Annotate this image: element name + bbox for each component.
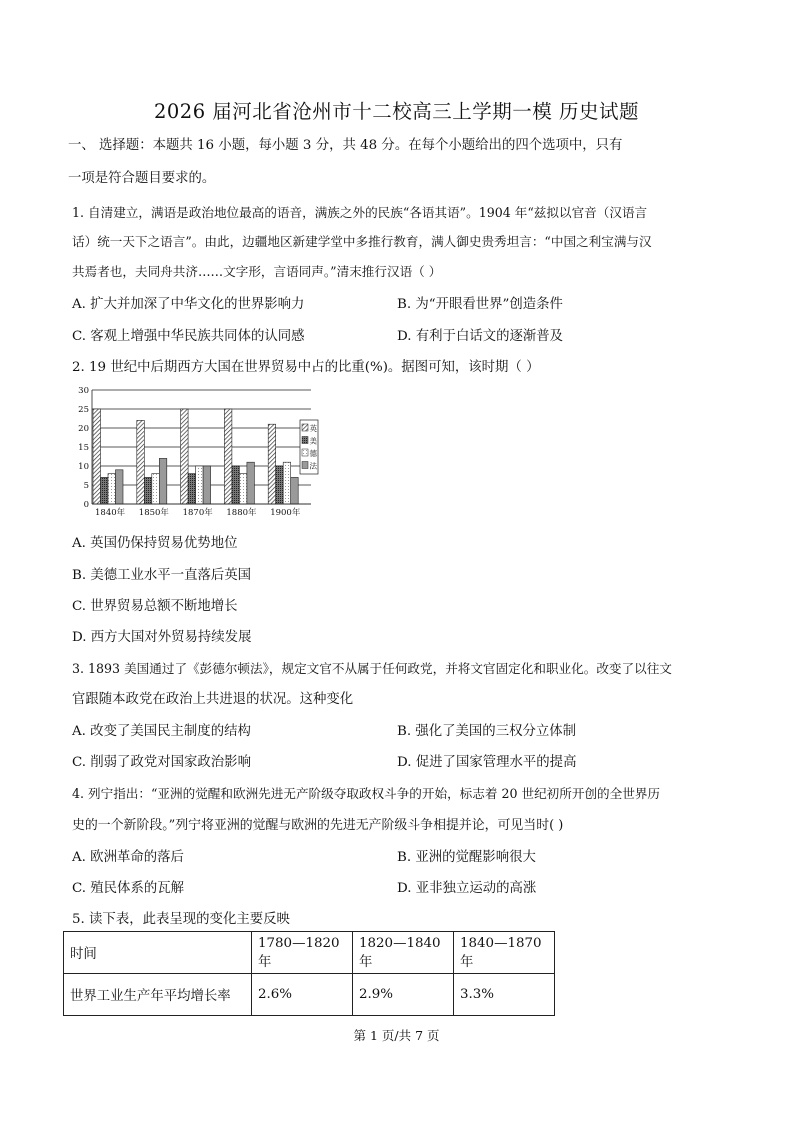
y-tick-label: 30 (78, 386, 89, 396)
bar-英 (137, 420, 145, 504)
chart-legend (300, 420, 318, 474)
legend-label: 法 (309, 461, 317, 471)
q1-stem-line3: 共焉者也，夫同舟共济……文字形，言语同声。”清末推行汉语（ ） (72, 264, 442, 279)
bar-英 (224, 409, 232, 504)
bar-德 (108, 474, 116, 504)
bar-美 (188, 474, 196, 504)
table-cell: 2.9% (353, 974, 454, 1016)
q3-option-a[interactable]: A. 改变了美国民主制度的结构 (72, 724, 251, 739)
table-row (64, 974, 555, 1016)
bar-英 (93, 409, 101, 504)
y-tick-label: 10 (78, 462, 89, 472)
q3-option-b[interactable]: B. 强化了美国的三权分立体制 (397, 724, 577, 739)
legend-swatch (302, 437, 308, 444)
q3-option-d[interactable]: D. 促进了国家管理水平的提高 (397, 755, 577, 770)
x-tick-label: 1870年 (182, 508, 213, 518)
q2-option-b[interactable]: B. 美德工业水平一直落后英国 (72, 568, 252, 583)
legend-label: 德 (309, 449, 317, 458)
q4-stem-line1: 4. 列宁指出：“亚洲的觉醒和欧洲先进无产阶级夺取政权斗争的开始，标志着 20 世纪初所开创的全世界历 (72, 786, 661, 801)
x-tick-label: 1850年 (138, 508, 169, 518)
legend-label: 英 (309, 424, 317, 433)
table-header-row (64, 932, 555, 974)
q2-option-d[interactable]: D. 西方大国对外贸易持续发展 (72, 630, 252, 645)
legend-swatch (302, 424, 308, 431)
q4-option-a[interactable]: A. 欧洲革命的落后 (72, 850, 184, 865)
q4-option-c[interactable]: C. 殖民体系的瓦解 (72, 881, 185, 896)
q4-option-d[interactable]: D. 亚非独立运动的高涨 (397, 881, 537, 896)
table-header-cell: 1780—1820 年 (252, 932, 353, 974)
q2-stem: 2. 19 世纪中后期西方大国在世界贸易中占的比重(%)。据图可知，该时期（ ） (72, 360, 540, 375)
x-tick-label: 1880年 (226, 508, 257, 518)
bar-美 (144, 477, 152, 504)
legend-swatch (302, 462, 308, 469)
y-tick-label: 15 (78, 443, 89, 453)
bar-美 (101, 477, 109, 504)
bar-法 (247, 462, 255, 504)
y-tick-label: 5 (83, 481, 89, 491)
bar-英 (268, 424, 276, 504)
q1-option-c[interactable]: C. 客观上增强中华民族共同体的认同感 (72, 329, 305, 344)
q1-option-a[interactable]: A. 扩大并加深了中华文化的世界影响力 (72, 297, 305, 312)
bar-德 (196, 466, 204, 504)
bar-法 (203, 466, 211, 504)
table-cell: 2.6% (252, 974, 353, 1016)
page-footer: 第 1 页/共 7 页 (353, 1028, 440, 1043)
q3-option-c[interactable]: C. 削弱了政党对国家政治影响 (72, 755, 251, 770)
bar-美 (232, 466, 240, 504)
bar-德 (239, 474, 247, 504)
section-instruction-2: 一项是符合题目要求的。 (68, 171, 216, 186)
x-tick-label: 1900年 (270, 508, 301, 518)
q1-option-b[interactable]: B. 为“开眼看世界”创造条件 (397, 297, 563, 312)
bar-美 (276, 466, 284, 504)
legend-label: 美 (309, 436, 317, 446)
q1-option-d[interactable]: D. 有利于白话文的逐渐普及 (397, 329, 564, 344)
q4-option-b[interactable]: B. 亚洲的觉醒影响很大 (397, 850, 536, 865)
page-title: 2026 届河北省沧州市十二校高三上学期一模 历史试题 (153, 100, 640, 123)
q4-stem-line2: 史的一个新阶段。”列宁将亚洲的觉醒与欧洲的先进无产阶级斗争相提并论，可见当时( ) (72, 818, 564, 833)
bar-英 (181, 409, 189, 504)
bar-法 (291, 477, 299, 504)
q3-stem-line1: 3. 1893 美国通过了《彭德尔顿法》，规定文官不从属于任何政党，并将文官固定化和职业化。改变了以往文 (72, 661, 672, 676)
q1-stem-line1: 1. 自清建立，满语是政治地位最高的语音，满族之外的民族“各语其语”。1904 年“兹拟以官音（汉语言 (72, 205, 648, 220)
table-header-cell: 时间 (64, 932, 252, 974)
y-tick-label: 25 (78, 405, 89, 415)
table-header-cell: 1840—1870 年 (454, 932, 555, 974)
growth-rate-table (63, 931, 555, 1016)
table-cell: 3.3% (454, 974, 555, 1016)
bar-德 (283, 462, 291, 504)
trade-share-bar-chart (72, 384, 320, 518)
q1-stem-line2: 话）统一天下之语言”。由此，边疆地区新建学堂中多推行教育，满人御史贵秀坦言：“中国之利宝满与汉 (72, 234, 652, 249)
q2-option-c[interactable]: C. 世界贸易总额不断地增长 (72, 599, 238, 614)
bar-法 (116, 470, 124, 504)
y-tick-label: 0 (83, 500, 89, 510)
bar-法 (159, 458, 167, 504)
chart-bars (93, 409, 298, 504)
q3-stem-line2: 官跟随本政党在政治上共进退的状况。这种变化 (72, 692, 354, 707)
table-header-cell: 1820—1840 年 (353, 932, 454, 974)
bar-德 (152, 474, 160, 504)
legend-swatch (302, 449, 308, 456)
x-tick-label: 1840年 (95, 508, 126, 518)
q5-stem: 5. 读下表，此表呈现的变化主要反映 (72, 912, 290, 927)
q2-option-a[interactable]: A. 英国仍保持贸易优势地位 (72, 536, 238, 551)
section-instruction-1: 一、 选择题：本题共 16 小题，每小题 3 分，共 48 分。在每个小题给出的四个选项中，只有 (68, 138, 623, 153)
table-cell: 世界工业生产年平均增长率 (64, 974, 252, 1016)
y-tick-label: 20 (78, 424, 89, 434)
